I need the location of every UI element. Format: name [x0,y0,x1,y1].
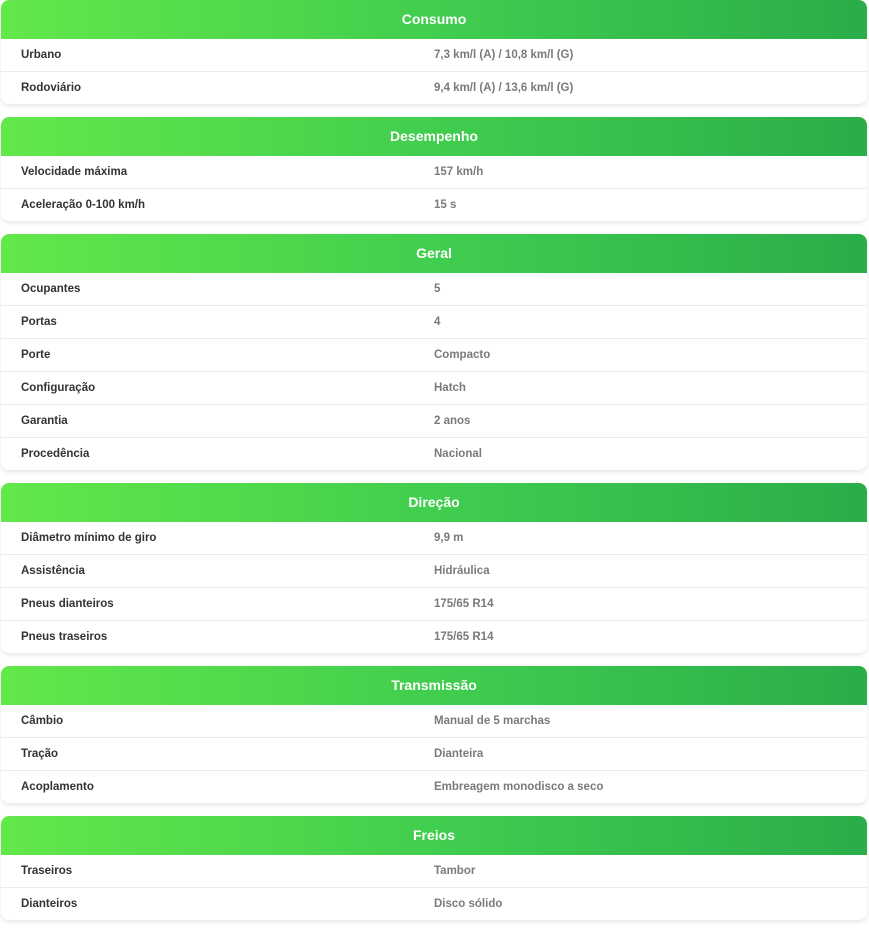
spec-value: Dianteira [434,748,484,760]
spec-value: Nacional [434,448,482,460]
spec-label: Configuração [21,382,96,394]
spec-row [1,738,867,771]
section-geral [1,234,867,470]
spec-value: 4 [434,316,441,328]
section-header: Consumo [1,0,867,39]
spec-value: Embreagem monodisco a seco [434,781,604,793]
spec-value: Disco sólido [434,898,503,910]
spec-row [1,273,867,306]
spec-label: Acoplamento [21,781,94,793]
spec-row [1,306,867,339]
spec-value: 5 [434,283,441,295]
spec-label: Pneus dianteiros [21,598,114,610]
spec-label: Procedência [21,448,90,460]
spec-label: Garantia [21,415,68,427]
spec-row [1,855,867,888]
spec-row [1,621,867,653]
spec-row [1,705,867,738]
spec-row [1,888,867,920]
spec-value: 9,9 m [434,532,464,544]
spec-value: 15 s [434,199,457,211]
spec-row [1,522,867,555]
spec-value: Compacto [434,349,491,361]
spec-row [1,555,867,588]
spec-label: Porte [21,349,51,361]
spec-value: 2 anos [434,415,471,427]
spec-label: Velocidade máxima [21,166,128,178]
spec-row [1,438,867,470]
spec-label: Rodoviário [21,82,82,94]
spec-row [1,771,867,803]
spec-value: Hidráulica [434,565,490,577]
spec-row [1,39,867,72]
spec-label: Ocupantes [21,283,81,295]
spec-value: 157 km/h [434,166,484,178]
section-header: Direção [1,483,867,522]
spec-row [1,156,867,189]
section-consumo [1,0,867,104]
spec-value: Tambor [434,865,476,877]
spec-label: Câmbio [21,715,64,727]
spec-row [1,405,867,438]
section-transmissao [1,666,867,803]
spec-value: Hatch [434,382,466,394]
section-header: Desempenho [1,117,867,156]
spec-value: Manual de 5 marchas [434,715,551,727]
spec-row [1,189,867,221]
spec-value: 9,4 km/l (A) / 13,6 km/l (G) [434,82,574,94]
spec-label: Aceleração 0-100 km/h [21,199,146,211]
spec-value: 175/65 R14 [434,631,494,643]
spec-label: Tração [21,748,59,760]
section-header: Transmissão [1,666,867,705]
spec-row [1,72,867,104]
spec-label: Urbano [21,49,62,61]
spec-value: 7,3 km/l (A) / 10,8 km/l (G) [434,49,574,61]
spec-row [1,588,867,621]
spec-row [1,339,867,372]
spec-label: Diâmetro mínimo de giro [21,532,157,544]
spec-label: Pneus traseiros [21,631,108,643]
spec-label: Portas [21,316,57,328]
spec-value: 175/65 R14 [434,598,494,610]
spec-row [1,372,867,405]
spec-sections [1,0,867,933]
spec-label: Traseiros [21,865,73,877]
section-desempenho [1,117,867,221]
section-direcao [1,483,867,653]
spec-label: Dianteiros [21,898,78,910]
section-freios [1,816,867,920]
section-header: Geral [1,234,867,273]
section-header: Freios [1,816,867,855]
spec-label: Assistência [21,565,85,577]
